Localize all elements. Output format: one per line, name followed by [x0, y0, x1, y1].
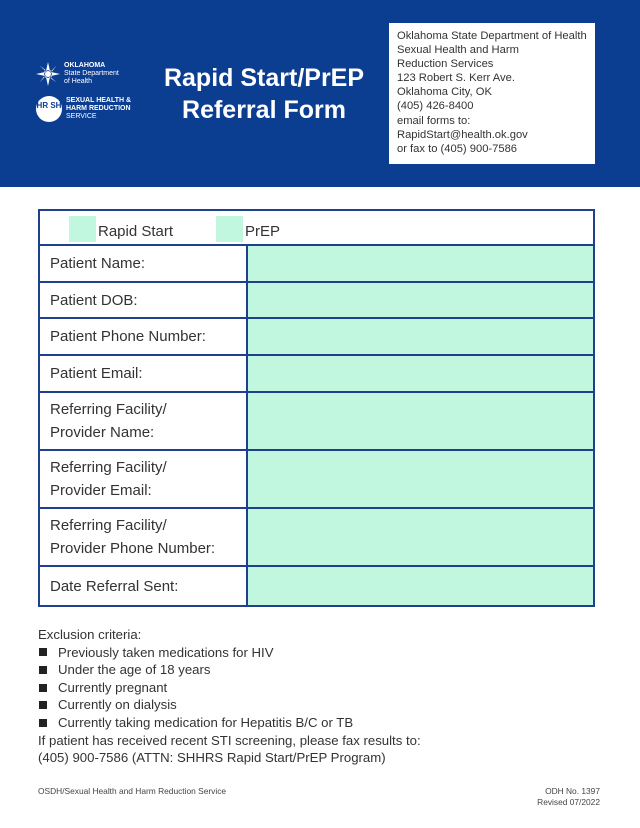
address-line1: Oklahoma State Department of Health — [397, 30, 587, 42]
square-bullet-icon — [39, 684, 47, 692]
shhrs-logo-line1: SEXUAL HEALTH & — [66, 97, 132, 104]
exclusion-item-text: Currently pregnant — [58, 679, 168, 695]
patient-dob-label-text: Patient DOB: — [50, 291, 138, 309]
referral-form-table — [38, 209, 595, 607]
address-line4: 123 Robert S. Kerr Ave. — [397, 72, 515, 85]
address-line7: email forms to: — [397, 114, 471, 127]
osdh-logo — [36, 62, 136, 86]
address-box — [389, 23, 595, 164]
facility-name-label — [40, 393, 248, 449]
patient-email-row — [40, 356, 593, 393]
shhrs-badge-icon — [36, 96, 62, 122]
shhrs-logo-line3: SERVICE — [66, 113, 97, 120]
title-line2: Referral Form — [182, 96, 346, 124]
patient-name-row — [40, 246, 593, 283]
sti-note-line2: (405) 900-7586 (ATTN: SHHRS Rapid Start/PrEP Program) — [38, 750, 386, 766]
patient-name-label-text: Patient Name: — [50, 255, 146, 272]
patient-phone-label-text: Patient Phone Number: — [50, 328, 206, 345]
referral-type-row — [40, 211, 593, 246]
facility-phone-row — [40, 509, 593, 567]
square-bullet-icon — [39, 719, 47, 727]
patient-dob-row — [40, 283, 593, 319]
osdh-logo-line1: OKLAHOMA — [64, 62, 106, 69]
facility-email-label — [40, 451, 248, 507]
square-bullet-icon — [39, 648, 47, 656]
page-title — [150, 62, 378, 126]
form-number: ODH No. 1397 — [545, 786, 600, 796]
shhrs-logo — [36, 96, 136, 122]
logo-block — [36, 62, 136, 122]
address-email-link[interactable]: RapidStart@health.ok.gov — [397, 128, 528, 141]
facility-email-label-line2: Provider Email: — [50, 482, 152, 499]
address-line3: Reduction Services — [397, 58, 494, 71]
footer-left: OSDH/Sexual Health and Harm Reduction Service — [38, 786, 227, 796]
patient-email-label-text: Patient Email: — [50, 365, 143, 382]
title-line1: Rapid Start/PrEP — [163, 64, 365, 92]
prep-checkbox[interactable] — [216, 216, 243, 242]
patient-phone-label — [40, 319, 248, 354]
address-line5: Oklahoma City, OK — [397, 86, 492, 99]
header-banner — [0, 0, 640, 187]
facility-name-label-line1: Referring Facility/ — [50, 401, 167, 418]
square-bullet-icon — [39, 701, 47, 709]
patient-phone-row — [40, 319, 593, 356]
patient-email-label — [40, 356, 248, 391]
facility-name-label-line2: Provider Name: — [50, 424, 155, 441]
facility-email-input[interactable] — [248, 451, 593, 507]
sti-note-line1: If patient has received recent STI screening, please fax results to: — [38, 732, 421, 748]
footer-right — [537, 786, 600, 807]
patient-name-label — [40, 246, 248, 281]
osdh-logo-text — [64, 62, 119, 86]
facility-name-input[interactable] — [248, 393, 593, 449]
prep-label: PrEP — [245, 223, 281, 240]
facility-phone-input[interactable] — [248, 509, 593, 565]
patient-dob-label — [40, 283, 248, 317]
date-sent-label-text: Date Referral Sent: — [50, 577, 179, 595]
exclusion-criteria — [38, 626, 598, 767]
exclusion-list — [38, 644, 598, 732]
shhrs-logo-line2: HARM REDUCTION — [66, 105, 131, 112]
date-sent-label — [40, 567, 248, 605]
address-line9: or fax to (405) 900-7586 — [397, 142, 518, 155]
osdh-star-icon — [36, 62, 60, 86]
exclusion-item-text: Currently on dialysis — [58, 697, 177, 713]
exclusion-item — [38, 644, 598, 662]
address-line2: Sexual Health and Harm — [397, 44, 519, 57]
square-bullet-icon — [39, 666, 47, 674]
patient-dob-input[interactable] — [248, 283, 593, 317]
rapid-start-label: Rapid Start — [98, 223, 174, 240]
facility-phone-label-line2: Provider Phone Number: — [50, 540, 216, 557]
facility-phone-label-line1: Referring Facility/ — [50, 517, 167, 534]
exclusion-item — [38, 714, 598, 732]
exclusion-heading: Exclusion criteria: — [38, 627, 142, 642]
exclusion-item-text: Currently taking medication for Hepatitis B/C or TB — [58, 714, 354, 730]
revision-date: Revised 07/2022 — [537, 796, 600, 807]
exclusion-item-text: Under the age of 18 years — [58, 662, 211, 678]
exclusion-item-text: Previously taken medications for HIV — [58, 644, 274, 660]
facility-phone-label — [40, 509, 248, 565]
facility-name-row — [40, 393, 593, 451]
exclusion-item — [38, 661, 598, 679]
facility-email-label-line1: Referring Facility/ — [50, 459, 167, 476]
patient-phone-input[interactable] — [248, 319, 593, 354]
exclusion-item — [38, 679, 598, 697]
patient-name-input[interactable] — [248, 246, 593, 281]
rapid-start-checkbox[interactable] — [69, 216, 96, 242]
osdh-logo-line3: of Health — [64, 78, 93, 85]
exclusion-item — [38, 696, 598, 714]
shhrs-badge-text: HR SH — [36, 101, 62, 110]
shhrs-logo-text — [66, 97, 131, 121]
patient-email-input[interactable] — [248, 356, 593, 391]
address-line6: (405) 426-8400 — [397, 100, 474, 113]
facility-email-row — [40, 451, 593, 509]
osdh-logo-line2: State Department — [64, 70, 119, 77]
date-sent-row — [40, 567, 593, 605]
date-sent-input[interactable] — [248, 567, 593, 605]
